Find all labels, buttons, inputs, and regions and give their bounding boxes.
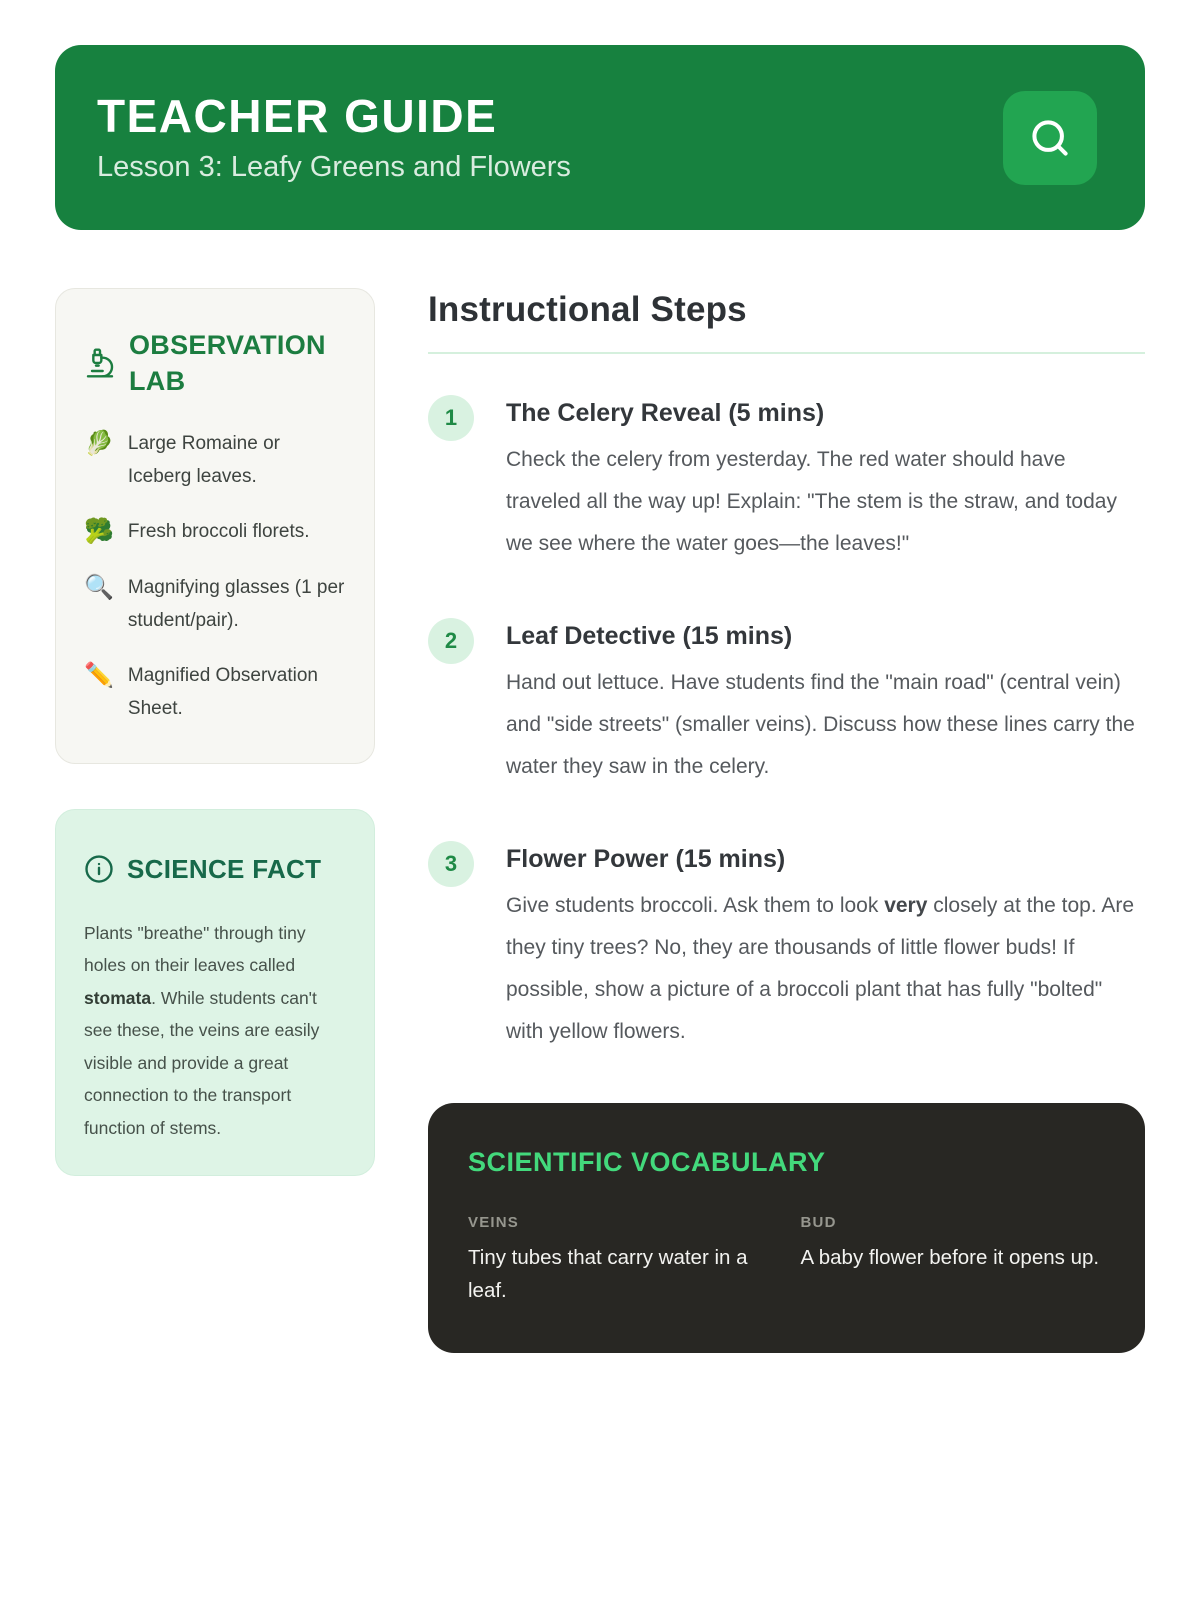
materials-list xyxy=(84,428,346,726)
info-icon xyxy=(84,854,114,884)
microscope-icon xyxy=(84,347,116,379)
observation-lab-title: OBSERVATION LAB xyxy=(129,330,326,397)
content-columns xyxy=(55,288,1145,1353)
step-body: Check the celery from yesterday. The red water should have traveled all the way up! Explain: "The stem is the straw, and today we see where the water goes—the leaves!" xyxy=(506,448,1117,555)
step-title: Leaf Detective (15 mins) xyxy=(506,622,793,650)
material-item xyxy=(84,428,346,493)
term-definition: Tiny tubes that carry water in a leaf. xyxy=(468,1246,748,1303)
page-subtitle: Lesson 3: Leafy Greens and Flowers xyxy=(97,150,571,183)
vocabulary-term xyxy=(801,1214,1106,1307)
observation-lab-header xyxy=(84,327,346,400)
science-fact-text: Plants "breathe" through tiny holes on their leaves called stomata. While students can't see these, the veins are easily visible and provide a great connection to the transport function of stems. xyxy=(84,922,320,1138)
material-item xyxy=(84,660,346,725)
material-item xyxy=(84,572,346,637)
instructional-step xyxy=(428,838,1145,1053)
term-label: BUD xyxy=(800,1214,837,1231)
step-number-badge: 2 xyxy=(428,618,474,664)
step-title: Flower Power (15 mins) xyxy=(506,845,786,873)
science-fact-header xyxy=(84,852,346,887)
main-content xyxy=(428,288,1145,1353)
magnifying-glass-icon: 🔍 xyxy=(84,573,114,601)
step-title: The Celery Reveal (5 mins) xyxy=(506,399,825,427)
vocabulary-card xyxy=(428,1103,1145,1353)
material-item-text: Magnified Observation Sheet. xyxy=(127,665,318,719)
vocabulary-title: SCIENTIFIC VOCABULARY xyxy=(468,1147,826,1177)
step-body: Give students broccoli. Ask them to look very closely at the top. Are they tiny trees? No, they are thousands of little flower buds! If possible, show a picture of a broccoli plant that has fully "bolted" with yellow flowers. xyxy=(506,894,1135,1043)
step-content xyxy=(506,392,1145,565)
leafy-green-icon: 🥬 xyxy=(84,429,114,457)
broccoli-icon: 🥦 xyxy=(84,518,114,546)
material-item xyxy=(84,516,346,549)
vocabulary-term xyxy=(468,1214,773,1307)
sidebar xyxy=(55,288,375,1176)
pencil-icon: ✏️ xyxy=(84,662,114,690)
page-title: TEACHER GUIDE xyxy=(97,90,498,143)
term-label: VEINS xyxy=(468,1214,520,1231)
instructional-step xyxy=(428,615,1145,788)
step-content xyxy=(506,838,1145,1053)
science-fact-title: SCIENCE FACT xyxy=(127,853,322,884)
instructional-step xyxy=(428,392,1145,565)
step-body: Hand out lettuce. Have students find the "main road" (central vein) and "side streets" (smaller veins). Discuss how these lines carry the water they saw in the celery. xyxy=(506,671,1135,778)
search-button[interactable] xyxy=(1003,91,1097,185)
term-definition: A baby flower before it opens up. xyxy=(800,1246,1100,1269)
steps-list xyxy=(428,392,1145,1053)
search-icon xyxy=(1028,116,1072,160)
step-content xyxy=(506,615,1145,788)
observation-lab-card xyxy=(55,288,375,764)
science-fact-card xyxy=(55,809,375,1176)
material-item-text: Large Romaine or Iceberg leaves. xyxy=(127,432,280,487)
step-number-badge: 3 xyxy=(428,841,474,887)
heading-divider xyxy=(428,352,1145,354)
header-text xyxy=(97,91,571,183)
step-number-badge: 1 xyxy=(428,395,474,441)
main-heading: Instructional Steps xyxy=(428,290,747,329)
material-item-text: Fresh broccoli florets. xyxy=(127,521,310,543)
vocabulary-grid xyxy=(468,1214,1105,1307)
material-item-text: Magnifying glasses (1 per student/pair). xyxy=(127,576,345,631)
header-banner xyxy=(55,45,1145,230)
